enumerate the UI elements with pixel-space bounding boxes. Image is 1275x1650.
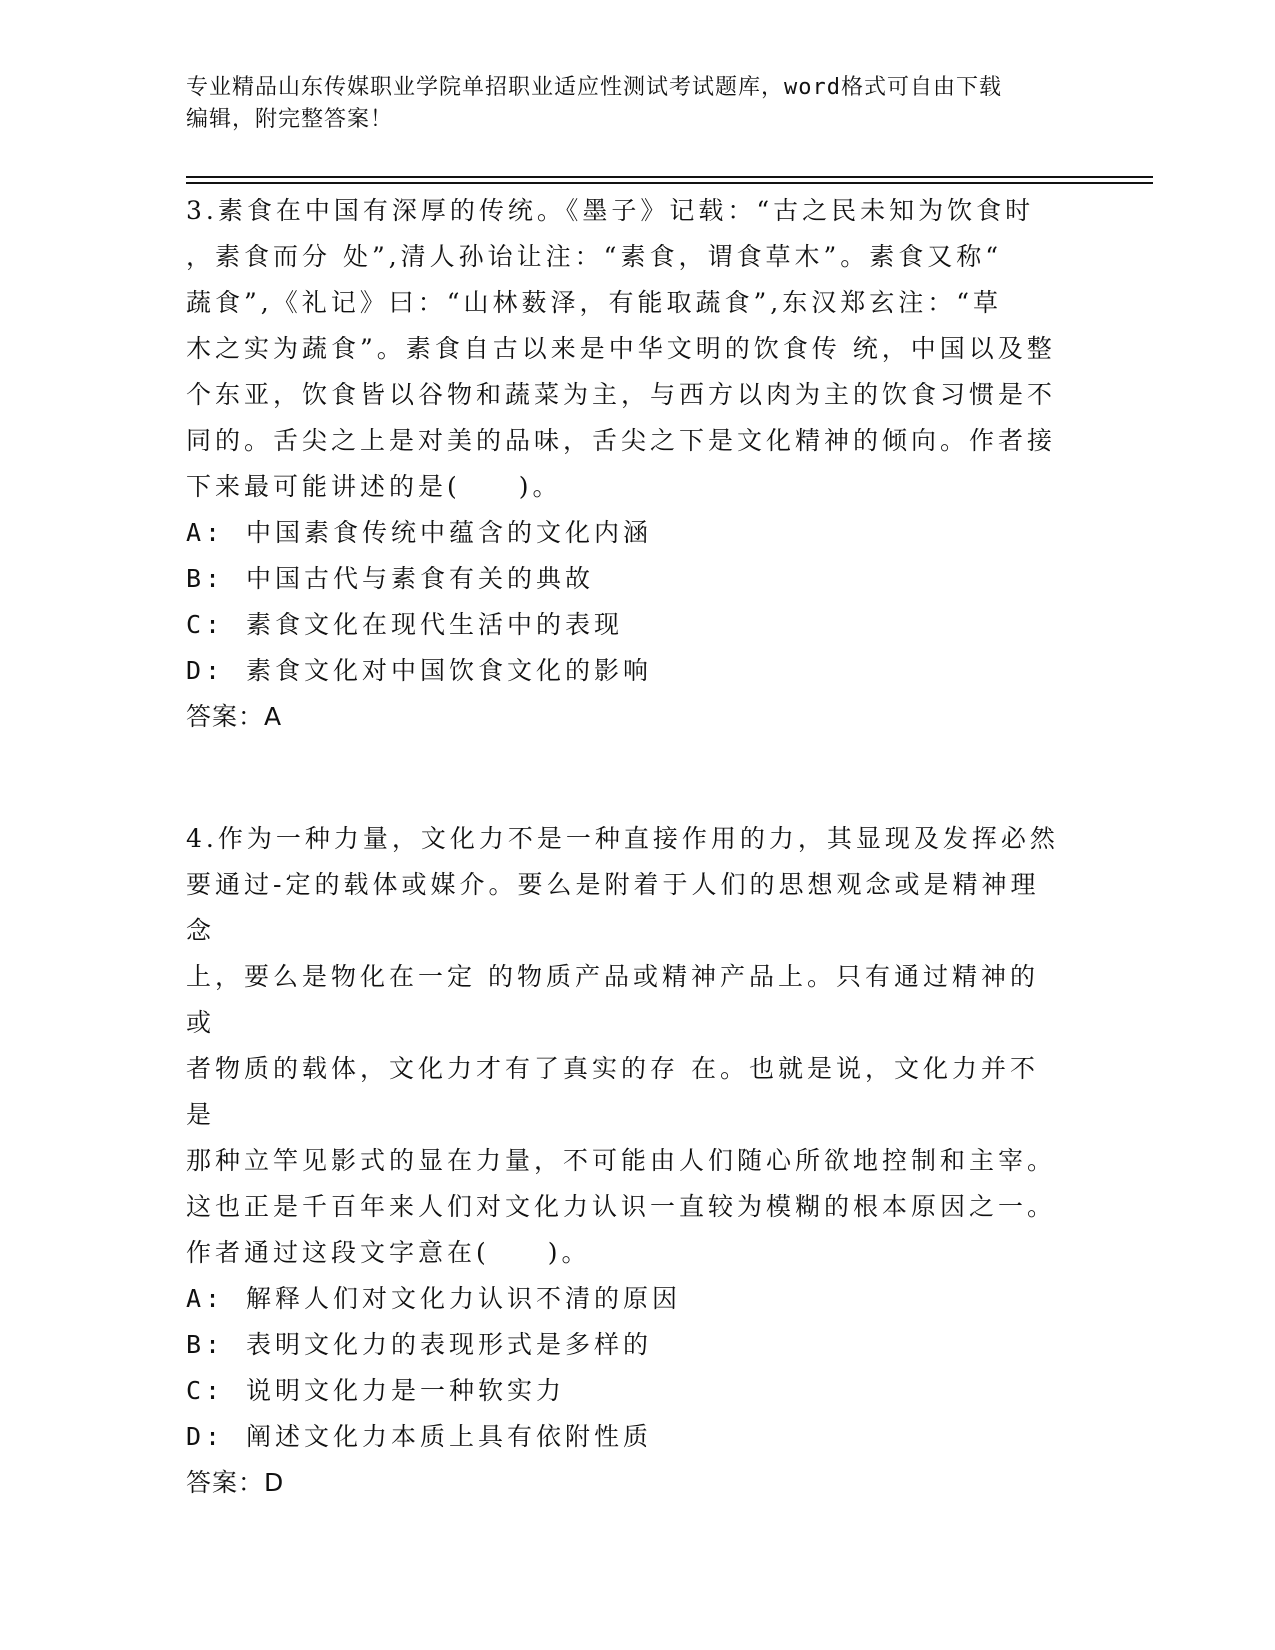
document-header — [186, 72, 1066, 136]
option-key: B: — [186, 564, 225, 593]
option-b — [186, 556, 1066, 602]
option-text: 解释人们对文化力认识不清的原因 — [246, 1284, 682, 1313]
option-d — [186, 1414, 1066, 1460]
stem-line: 同的。舌尖之上是对美的品味，舌尖之下是文化精神的倾向。作者接 — [186, 426, 1057, 455]
stem-line: 个东亚，饮食皆以谷物和蔬菜为主，与西方以肉为主的饮食习惯是不 — [186, 380, 1057, 409]
stem-line: ，素食而分 处”,清人孙诒让注：“素食，谓食草木”。素食又称“ — [186, 242, 1003, 271]
stem-line: 下来最可能讲述的是( )。 — [186, 472, 562, 501]
stem-line: 这也正是千百年来人们对文化力认识一直较为模糊的根本原因之一。 — [186, 1192, 1057, 1221]
option-text: 中国素食传统中蕴含的文化内涵 — [246, 518, 653, 547]
option-c — [186, 602, 1066, 648]
stem-line: 4.作为一种力量，文化力不是一种直接作用的力，其显现及发挥必然 — [186, 824, 1059, 853]
option-text: 素食文化在现代生活中的表现 — [246, 610, 624, 639]
option-text: 阐述文化力本质上具有依附性质 — [246, 1422, 653, 1451]
option-key: A: — [186, 518, 225, 547]
option-b — [186, 1322, 1066, 1368]
option-c — [186, 1368, 1066, 1414]
stem-line: 要通过-定的载体或媒介。要么是附着于人们的思想观念或是精神理念 — [186, 870, 1040, 945]
header-divider-bottom — [186, 182, 1153, 184]
option-key: D: — [186, 1422, 225, 1451]
stem-line: 蔬食”,《礼记》曰：“山林薮泽，有能取蔬食”,东汉郑玄注：“草 — [186, 288, 1003, 317]
stem-line: 者物质的载体，文化力才有了真实的存 在。也就是说，文化力并不是 — [186, 1054, 1039, 1129]
header-line-2: 编辑，附完整答案！ — [186, 107, 394, 132]
stem-line: 那种立竿见影式的显在力量，不可能由人们随心所欲地控制和主宰。 — [186, 1146, 1057, 1175]
option-text: 说明文化力是一种软实力 — [246, 1376, 566, 1405]
document-body — [186, 188, 1066, 1506]
option-key: D: — [186, 656, 225, 685]
stem-line: 作者通过这段文字意在( )。 — [186, 1238, 591, 1267]
answer-label: 答案：D — [186, 1468, 285, 1497]
header-divider-top — [186, 176, 1153, 178]
question-stem — [186, 816, 1066, 1276]
option-a — [186, 510, 1066, 556]
stem-line: 木之实为蔬食”。素食自古以来是中华文明的饮食传 统，中国以及整 — [186, 334, 1056, 363]
question-3 — [186, 188, 1066, 740]
question-stem — [186, 188, 1066, 510]
stem-line: 3.素食在中国有深厚的传统。《墨子》记载：“古之民未知为饮食时 — [186, 196, 1035, 225]
option-key: B: — [186, 1330, 225, 1359]
stem-line: 上，要么是物化在一定 的物质产品或精神产品上。只有通过精神的或 — [186, 962, 1039, 1037]
option-key: A: — [186, 1284, 225, 1313]
option-key: C: — [186, 1376, 225, 1405]
question-4 — [186, 816, 1066, 1506]
answer-label: 答案：A — [186, 702, 283, 731]
option-text: 表明文化力的表现形式是多样的 — [246, 1330, 653, 1359]
option-key: C: — [186, 610, 225, 639]
question-spacer — [186, 740, 1066, 816]
option-text: 中国古代与素食有关的典故 — [246, 564, 595, 593]
option-a — [186, 1276, 1066, 1322]
option-text: 素食文化对中国饮食文化的影响 — [246, 656, 653, 685]
header-line-1: 专业精品山东传媒职业学院单招职业适应性测试考试题库，word格式可自由下载 — [186, 75, 1002, 100]
option-d — [186, 648, 1066, 694]
